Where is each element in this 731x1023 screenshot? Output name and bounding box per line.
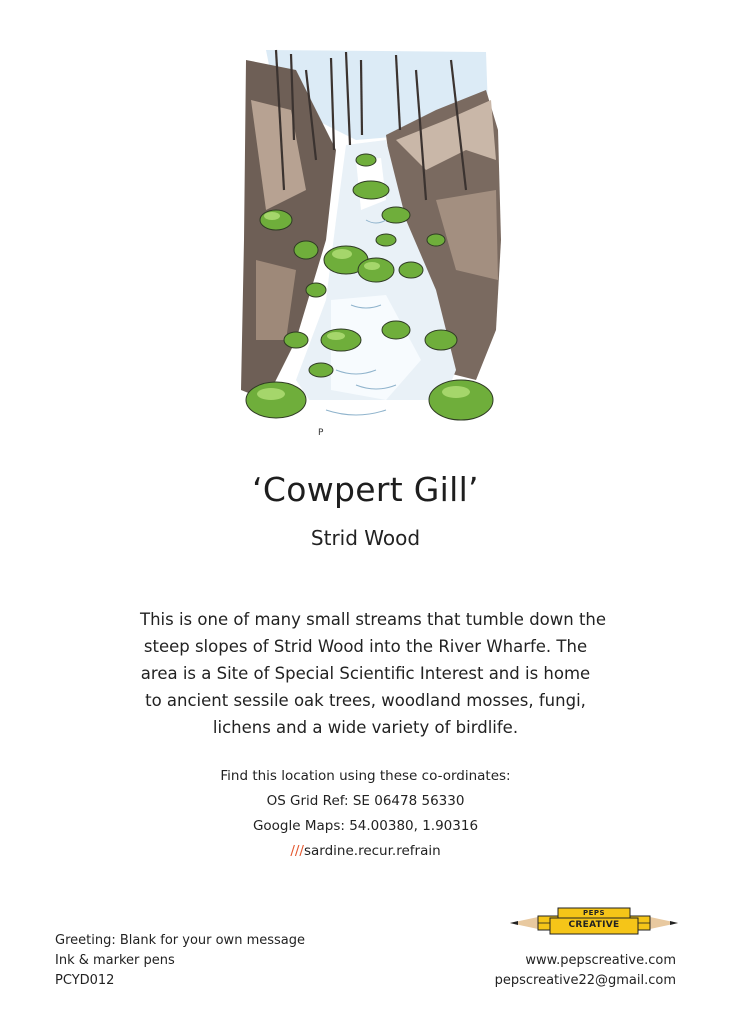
location-coordinates — [0, 764, 731, 864]
website-link[interactable]: www.pepscreative.com — [525, 953, 676, 968]
peps-creative-logo — [508, 906, 680, 940]
description-line: steep slopes of Strid Wood into the River Wharfe. The — [143, 637, 588, 656]
description-line: lichens and a wide variety of birdlife. — [212, 718, 519, 737]
logo-line2: CREATIVE — [568, 920, 620, 930]
card-info — [55, 931, 305, 991]
logo-line1: PEPS — [582, 909, 606, 917]
page-title: ‘Cowpert Gill’ — [252, 470, 479, 509]
description-line: to ancient sessile oak trees, woodland mosses, fungi, — [145, 691, 586, 710]
google-maps-coords: Google Maps: 54.00380, 1.90316 — [252, 818, 479, 834]
what3words-address: sardine.recur.refrain — [303, 843, 441, 859]
contact-info — [495, 951, 676, 991]
greeting-text: Greeting: Blank for your own message — [55, 933, 305, 948]
artist-signature: P — [318, 428, 324, 438]
page-subtitle: Strid Wood — [310, 526, 421, 550]
description — [140, 606, 607, 741]
description-line: area is a Site of Special Scientific Interest and is home — [140, 664, 591, 683]
what3words-prefix: /// — [290, 843, 304, 859]
what3words — [0, 839, 731, 864]
medium-text: Ink & marker pens — [55, 953, 175, 968]
location-intro: Find this location using these co-ordinates: — [220, 768, 511, 784]
waterfall-illustration — [236, 40, 504, 445]
email-link[interactable]: pepscreative22@gmail.com — [494, 973, 676, 988]
product-code: PCYD012 — [55, 973, 115, 988]
os-grid-ref: OS Grid Ref: SE 06478 56330 — [266, 793, 465, 809]
description-line: This is one of many small streams that tumble down the — [140, 610, 607, 629]
